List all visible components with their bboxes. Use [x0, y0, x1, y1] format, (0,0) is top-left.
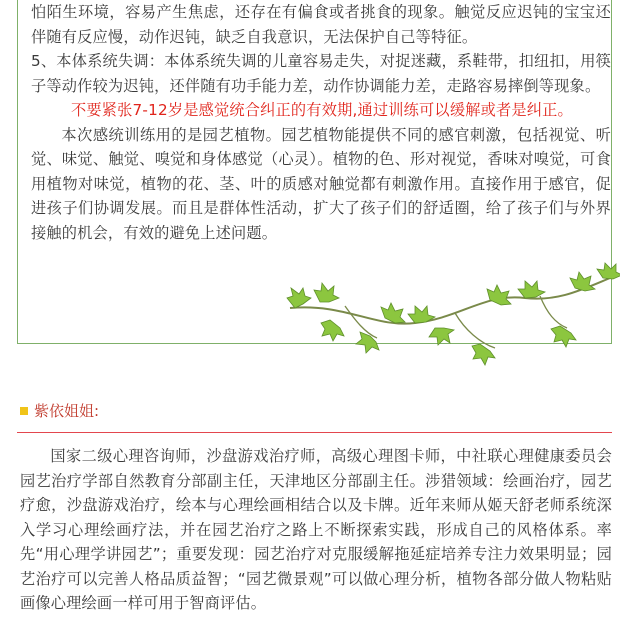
section-header [17, 401, 612, 433]
bio-text [20, 444, 612, 616]
paragraph-plants: 本次感统训练用的是园艺植物。园艺植物能提供不同的感官刺激，包括视觉、听觉、味觉、触觉、嗅觉和身体感觉（心灵）。植物的色、形对视觉，香味对嗅觉，可食用植物对味觉，植物的花、茎、叶的质感对触觉都有刺激作用。直接作用于感官，促进孩子们协调发展。而且是群体性活动，扩大了孩子们的舒适圈，给了孩子们与外界接触的机会，有效的避免上述问题。 [31, 125, 611, 242]
bio-paragraph: 国家二级心理咨询师，沙盘游戏治疗师，高级心理图卡师，中社联心理健康委员会园艺治疗学部自然教育分部副主任，天津地区分部副主任。涉猎领域：绘画治疗，园艺疗愈，沙盘游戏治疗，绘本与心理绘画相结合以及卡牌。近年来师从姬天舒老师系统深入学习心理绘画疗法，并在园艺治疗之路上不断探索实践，形成自己的风格体系。率先“用心理学讲园艺”；重要发现：园艺治疗对克服缓解拖延症培养专注力效果明显；园艺治疗可以完善人格品质益智；“园艺微景观”可以做心理分析，植物各部分做人物粘贴画像心理绘画一样可用于智商评估。 [20, 447, 612, 612]
paragraph-intro: 怕陌生环境，容易产生焦虑，还存在有偏食或者挑食的现象。触觉反应迟钝的宝宝还伴随有反应慢，动作迟钝，缺乏自我意识，无法保护自己等特征。 [31, 3, 611, 46]
red-note: 不要紧张7-12岁是感觉统合纠正的有效期,通过训练可以缓解或者是纠正。 [71, 101, 573, 119]
ivy-vine-decoration [285, 258, 620, 368]
square-bullet-icon [20, 407, 28, 415]
article-text [31, 0, 611, 245]
section-title: 紫依姐姐: [34, 402, 100, 420]
paragraph-proprioception: 5、本体系统失调：本体系统失调的儿童容易走失，对捉迷藏，系鞋带，扣纽扣，用筷子等动作较为迟钝，还伴随有功手能力差，动作协调能力差，走路容易摔倒等现象。 [31, 52, 611, 95]
